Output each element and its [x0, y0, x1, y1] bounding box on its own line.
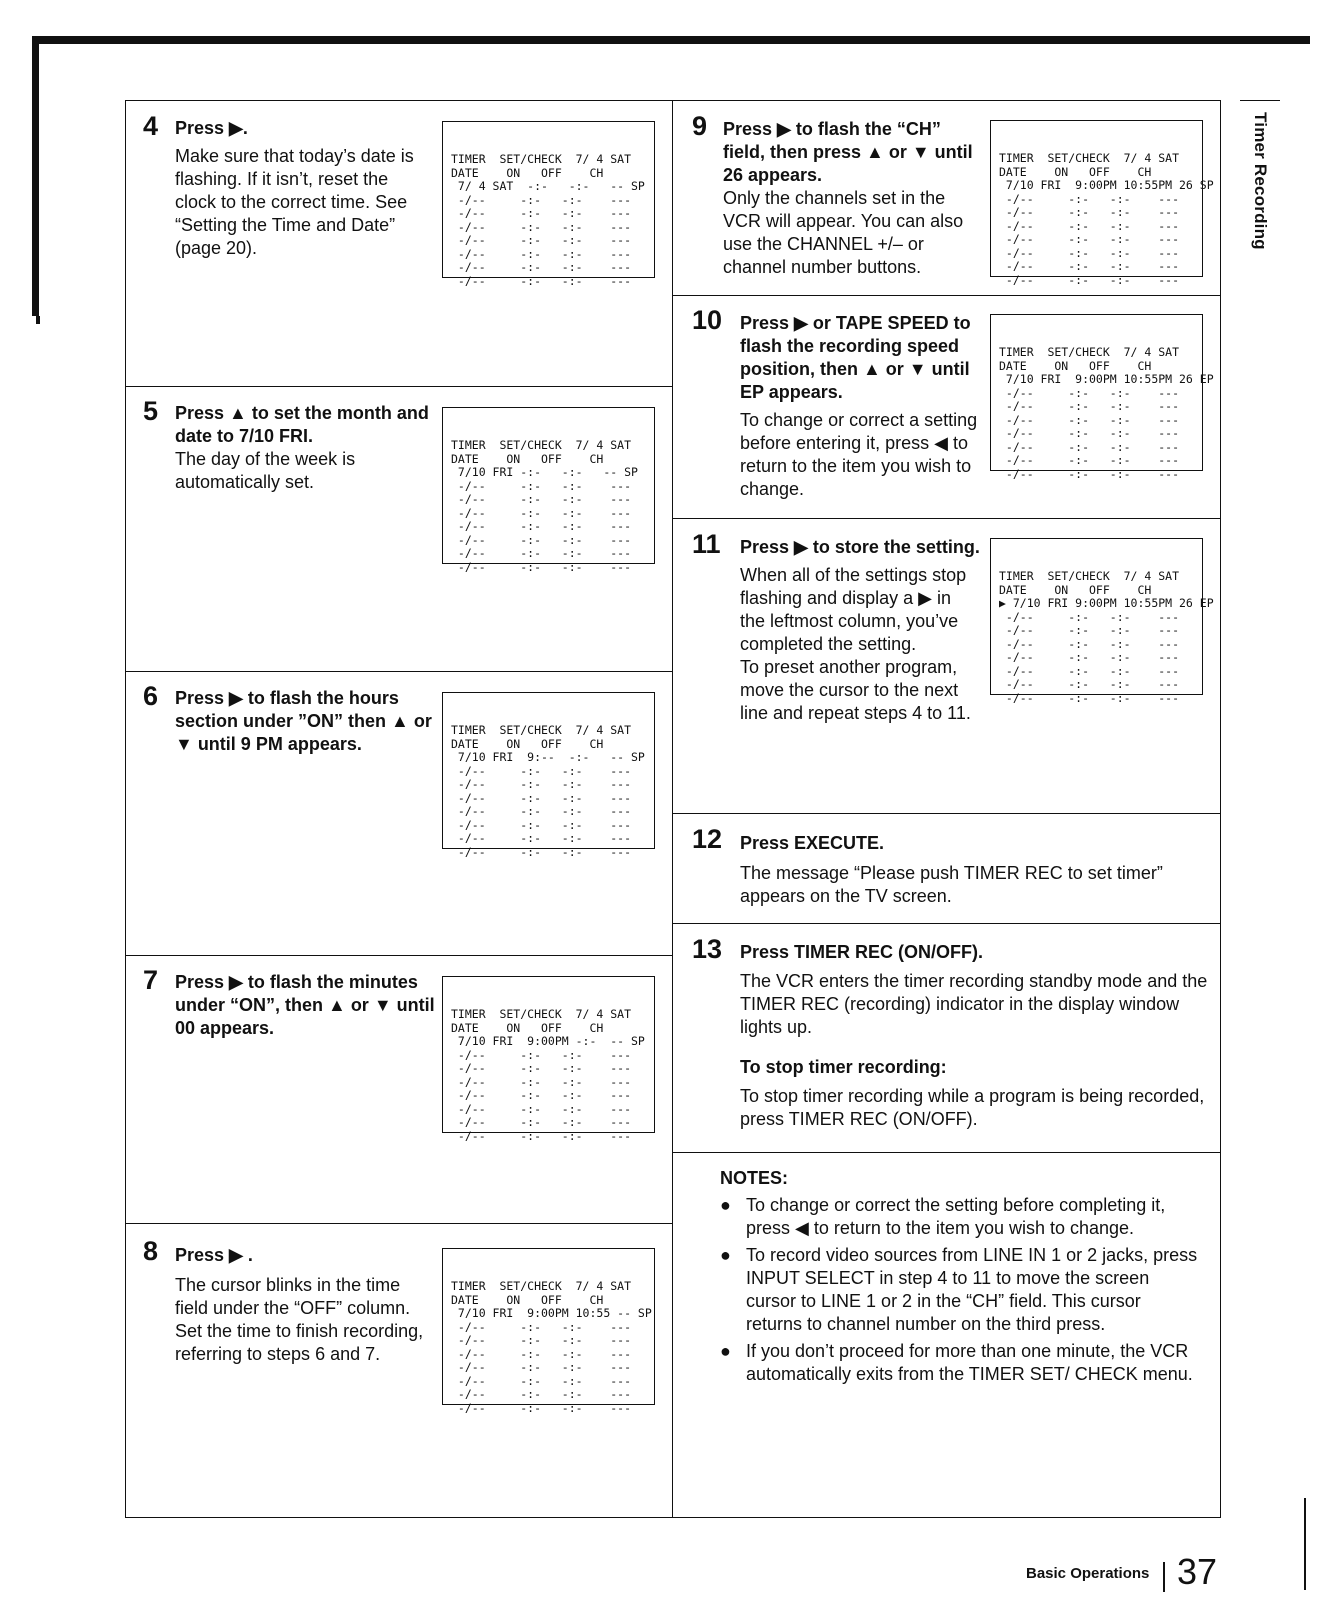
screen-row: -/-- -:- -:- ---: [451, 1047, 632, 1062]
screen-row: -/-- -:- -:- ---: [999, 663, 1180, 678]
step-6-number: 6: [143, 681, 159, 711]
screen-row: -/-- -:- -:- ---: [451, 219, 632, 234]
screen-row: -/-- -:- -:- ---: [451, 546, 632, 560]
screen-row: DATE ON OFF CH: [999, 358, 1152, 373]
screen-row: -/-- -:- -:- ---: [451, 1319, 632, 1334]
bullet-icon: ●: [720, 1341, 731, 1361]
screen-row: -/-- -:- -:- ---: [999, 677, 1180, 691]
screen-row: TIMER SET/CHECK 7/ 4 SAT: [999, 151, 1180, 165]
screen-row: -/-- -:- -:- ---: [999, 218, 1180, 233]
screen-row: DATE ON OFF CH: [451, 1020, 604, 1035]
screen-row: 7/10 FRI 9:-- -:- -- SP: [451, 750, 645, 764]
screen-row: -/-- -:- -:- ---: [451, 260, 632, 274]
divider: [125, 671, 672, 672]
step-12-number: 12: [692, 824, 723, 854]
step-8-body: The cursor blinks in the time field under the “OFF” column. Set the time to finish recording, referring to steps 6 and 7.: [175, 1275, 424, 1364]
step-13-body-2: To stop timer recording while a program is being recorded, press TIMER REC (ON/OFF).: [740, 1086, 1205, 1129]
screen-row: TIMER SET/CHECK 7/ 4 SAT: [451, 1007, 632, 1021]
divider: [672, 518, 1221, 519]
note-item: ● To change or correct the setting before completing it, press ◀ to return to the item you wish to change.: [720, 1195, 1166, 1238]
step-11-body: When all of the settings stop flashing and display a ▶ in the leftmost column, you’ve completed the setting.: [740, 565, 967, 654]
step-7-tv-screen: [442, 976, 655, 1143]
screen-row: -/-- -:- -:- ---: [999, 453, 1180, 467]
screen-row: 7/10 FRI 9:00PM -:- -- SP: [451, 1034, 645, 1048]
screen-row: -/-- -:- -:- ---: [999, 439, 1180, 454]
screen-row: -/-- -:- -:- ---: [999, 412, 1180, 427]
screen-row: -/-- -:- -:- ---: [451, 532, 632, 547]
screen-row: 7/ 4 SAT -:- -:- -- SP: [451, 179, 645, 193]
note-item: ● If you don’t proceed for more than one minute, the VCR automatically exits from the TIMER SET/ CHECK menu.: [720, 1341, 1193, 1384]
screen-row: -/-- -:- -:- ---: [451, 1333, 632, 1347]
right-margin-rule: [1304, 1498, 1306, 1590]
column-divider: [672, 100, 673, 1518]
left-rule-tip: [36, 316, 40, 324]
step-4-tv-screen: [442, 121, 655, 288]
screen-row: TIMER SET/CHECK 7/ 4 SAT: [451, 438, 632, 452]
step-13-subheading: To stop timer recording:: [740, 1057, 947, 1077]
divider: [672, 923, 1221, 924]
step-4-number: 4: [143, 111, 159, 141]
notes-heading: NOTES:: [720, 1168, 789, 1188]
screen-row: TIMER SET/CHECK 7/ 4 SAT: [451, 723, 632, 737]
step-6-text: [175, 687, 433, 756]
step-11-number: 11: [692, 529, 721, 559]
screen-row: TIMER SET/CHECK 7/ 4 SAT: [451, 152, 632, 166]
step-5-number: 5: [143, 396, 159, 426]
screen-row: -/-- -:- -:- ---: [451, 1346, 632, 1361]
step-6-tv-screen: [442, 692, 655, 859]
screen-row: -/-- -:- -:- ---: [451, 519, 632, 533]
screen-row: -/-- -:- -:- ---: [999, 259, 1180, 273]
screen-row: DATE ON OFF CH: [999, 582, 1152, 597]
screen-row: -/-- -:- -:- ---: [451, 1400, 632, 1415]
step-11-body-2: To preset another program, move the cursor to the next line and repeat steps 4 to 11.: [740, 657, 971, 723]
step-7-number: 7: [143, 965, 159, 995]
screen-row: -/-- -:- -:- ---: [451, 790, 632, 805]
step-9-tv-screen: [990, 120, 1214, 287]
step-13-body: The VCR enters the timer recording standby mode and the TIMER REC (recording) indicator in the display window lights up.: [740, 971, 1208, 1037]
step-9-number: 9: [692, 111, 708, 141]
step-13-number: 13: [692, 934, 723, 964]
step-10-title: Press ▶ or TAPE SPEED to flash the recording speed position, then ▲ or ▼ until EP appears.: [740, 313, 971, 402]
screen-row: -/-- -:- -:- ---: [451, 1115, 632, 1129]
step-13-text: [740, 941, 1212, 1131]
screen-row: -/-- -:- -:- ---: [451, 1088, 632, 1102]
screen-row: -/-- -:- -:- ---: [451, 505, 632, 520]
step-10-number: 10: [692, 305, 723, 335]
screen-row: -/-- -:- -:- ---: [451, 1101, 632, 1116]
screen-row: -/-- -:- -:- ---: [451, 763, 632, 778]
notes: [720, 1166, 1200, 1386]
screen-row: -/-- -:- -:- ---: [451, 777, 632, 791]
screen-row: -/-- -:- -:- ---: [451, 1360, 632, 1374]
screen-row: -/-- -:- -:- ---: [999, 272, 1180, 287]
screen-row: -/-- -:- -:- ---: [451, 817, 632, 832]
screen-row: TIMER SET/CHECK 7/ 4 SAT: [999, 345, 1180, 359]
step-8-tv-screen: [442, 1248, 655, 1415]
footer-divider: [1163, 1562, 1165, 1592]
screen-row: -/-- -:- -:- ---: [451, 1074, 632, 1089]
screen-row: -/-- -:- -:- ---: [451, 559, 632, 574]
screen-row: -/-- -:- -:- ---: [999, 690, 1180, 705]
step-10-tv-screen: [990, 314, 1214, 481]
screen-row: DATE ON OFF CH: [999, 164, 1152, 179]
screen-row: DATE ON OFF CH: [451, 1292, 604, 1307]
step-11-tv-screen: [990, 538, 1214, 705]
divider: [672, 813, 1221, 814]
divider: [125, 386, 672, 387]
step-12-text: [740, 832, 1210, 908]
step-4-body: Make sure that today’s date is flashing. If it isn’t, reset the clock to the correct time. See “Setting the Time and Date” (page 20).: [175, 146, 414, 258]
screen-row: -/-- -:- -:- ---: [999, 385, 1180, 400]
screen-row: -/-- -:- -:- ---: [451, 206, 632, 220]
screen-row: 7/10 FRI 9:00PM 10:55PM 26 EP: [999, 372, 1214, 386]
step-4-title: Press ▶.: [175, 118, 248, 138]
step-9-title: Press ▶ to flash the “CH” field, then press ▲ or ▼ until 26 appears.: [723, 119, 973, 185]
screen-row: -/-- -:- -:- ---: [451, 492, 632, 506]
screen-row: -/-- -:- -:- ---: [451, 1373, 632, 1388]
step-5-text: [175, 402, 433, 494]
screen-row: -/-- -:- -:- ---: [999, 650, 1180, 664]
step-9-body: Only the channels set in the VCR will appear. You can also use the CHANNEL +/– or channel number buttons.: [723, 188, 964, 277]
footer-section: Basic Operations: [1026, 1565, 1150, 1582]
screen-row: 7/10 FRI -:- -:- -- SP: [451, 465, 638, 479]
step-5-tv-screen: [442, 407, 655, 574]
screen-row: TIMER SET/CHECK 7/ 4 SAT: [999, 569, 1180, 583]
screen-row: -/-- -:- -:- ---: [451, 844, 632, 859]
step-12-title: Press EXECUTE.: [740, 833, 885, 853]
screen-row: 7/10 FRI 9:00PM 10:55 -- SP: [451, 1306, 652, 1320]
screen-row: -/-- -:- -:- ---: [999, 399, 1180, 413]
screen-row: -/-- -:- -:- ---: [451, 1061, 632, 1075]
bullet-icon: ●: [720, 1245, 731, 1265]
step-8-number: 8: [143, 1236, 159, 1266]
screen-row: -/-- -:- -:- ---: [999, 232, 1180, 246]
screen-row: -/-- -:- -:- ---: [999, 191, 1180, 206]
step-5-body: The day of the week is automatically set.: [175, 449, 356, 492]
screen-row: -/-- -:- -:- ---: [451, 831, 632, 845]
step-8-title: Press ▶ .: [175, 1245, 253, 1265]
screen-row: -/-- -:- -:- ---: [451, 246, 632, 261]
screen-row: -/-- -:- -:- ---: [999, 205, 1180, 219]
section-tab-rule: [1240, 100, 1280, 101]
step-12-body: The message “Please push TIMER REC to set timer” appears on the TV screen.: [740, 863, 1163, 906]
screen-row: -/-- -:- -:- ---: [999, 245, 1180, 260]
step-10-body: To change or correct a setting before entering it, press ◀ to return to the item you wish to change.: [740, 410, 978, 499]
screen-row: -/-- -:- -:- ---: [451, 273, 632, 288]
screen-row: DATE ON OFF CH: [451, 451, 604, 466]
screen-row: 7/10 FRI 9:00PM 10:55PM 26 SP: [999, 178, 1214, 192]
screen-row: DATE ON OFF CH: [451, 165, 604, 180]
left-rule: [32, 36, 39, 316]
screen-row: -/-- -:- -:- ---: [451, 804, 632, 818]
note-item: ● To record video sources from LINE IN 1 or 2 jacks, press INPUT SELECT in step 4 to 11 to move the screen cursor to LINE 1 or 2 in the “CH” field. This cursor returns to channel number on the third press.: [720, 1245, 1198, 1334]
screen-row: -/-- -:- -:- ---: [451, 478, 632, 493]
screen-row: -/-- -:- -:- ---: [999, 623, 1180, 637]
screen-row: TIMER SET/CHECK 7/ 4 SAT: [451, 1279, 632, 1293]
step-9-text: [723, 118, 979, 279]
screen-row: -/-- -:- -:- ---: [451, 1387, 632, 1401]
screen-row: -/-- -:- -:- ---: [451, 1128, 632, 1143]
step-10-text: [740, 312, 980, 501]
step-5-title: Press ▲ to set the month and date to 7/10 FRI.: [175, 403, 429, 446]
top-rule: [32, 36, 1310, 44]
bullet-icon: ●: [720, 1195, 731, 1215]
screen-row: -/-- -:- -:- ---: [451, 192, 632, 207]
divider: [125, 1223, 672, 1224]
screen-row: -/-- -:- -:- ---: [999, 609, 1180, 624]
screen-row: DATE ON OFF CH: [451, 736, 604, 751]
divider: [125, 955, 672, 956]
step-13-title: Press TIMER REC (ON/OFF).: [740, 942, 984, 962]
step-11-text: [740, 536, 980, 725]
screen-row: -/-- -:- -:- ---: [451, 233, 632, 247]
screen-row: ▶ 7/10 FRI 9:00PM 10:55PM 26 EP: [999, 596, 1214, 610]
screen-row: -/-- -:- -:- ---: [999, 426, 1180, 440]
step-6-title: Press ▶ to flash the hours section under ”ON” then ▲ or ▼ until 9 PM appears.: [175, 688, 432, 754]
section-tab: Timer Recording: [1251, 112, 1270, 250]
divider: [672, 1152, 1221, 1153]
step-11-title: Press ▶ to store the setting.: [740, 537, 980, 557]
screen-row: -/-- -:- -:- ---: [999, 636, 1180, 651]
step-7-text: [175, 971, 437, 1040]
step-4-text: [175, 117, 433, 260]
page-number: 37: [1177, 1551, 1218, 1592]
step-7-title: Press ▶ to flash the minutes under “ON”, then ▲ or ▼ until 00 appears.: [175, 972, 435, 1038]
step-8-text: [175, 1244, 433, 1366]
screen-row: -/-- -:- -:- ---: [999, 466, 1180, 481]
